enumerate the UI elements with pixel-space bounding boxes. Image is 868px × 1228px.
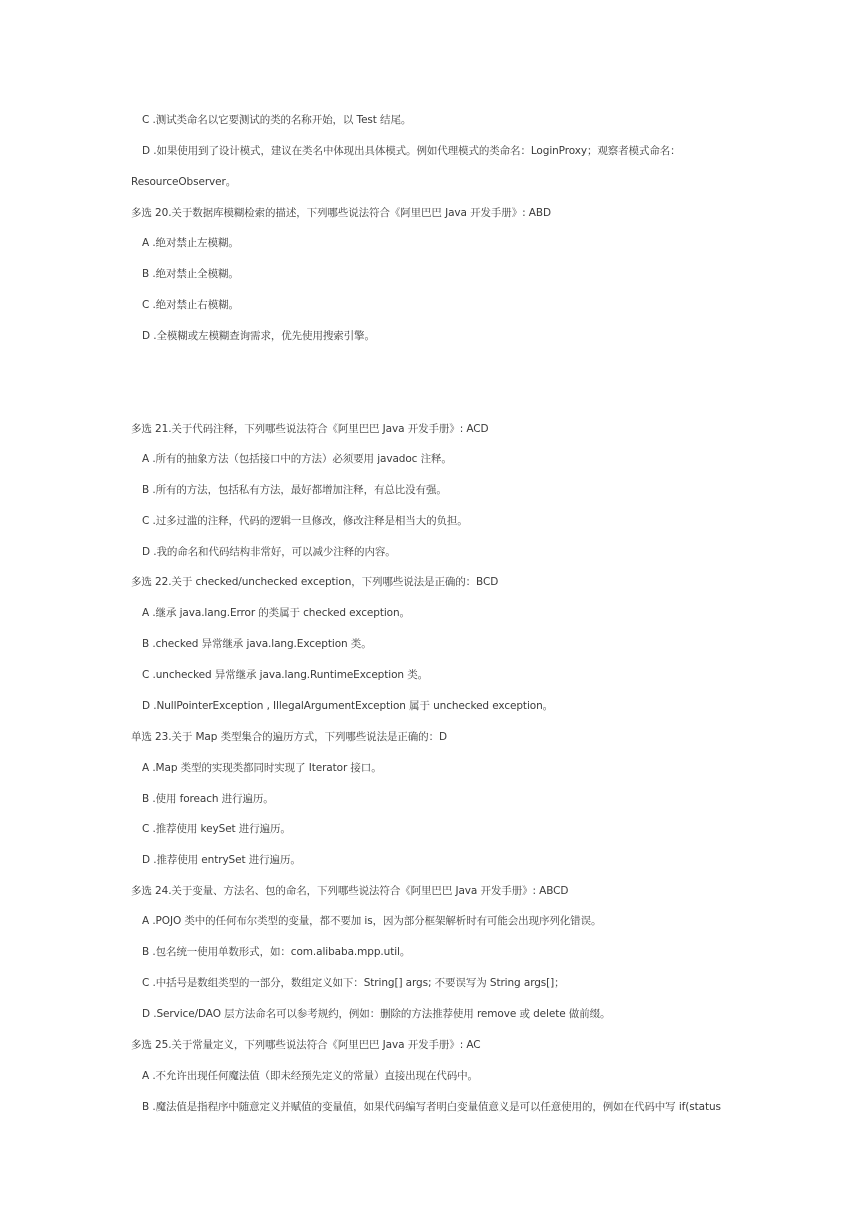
option-line: A .POJO 类中的任何布尔类型的变量，都不要加 is，因为部分框架解析时有可能会出现序列化错误。 [142, 915, 602, 927]
option-line: B .魔法值是指程序中随意定义并赋值的变量值，如果代码编写者明白变量值意义是可以任意使用的，例如在代码中写 if(status [142, 1101, 721, 1113]
option-line: A .绝对禁止左模糊。 [142, 237, 239, 249]
question-line: 多选 21.关于代码注释，下列哪些说法符合《阿里巴巴 Java 开发手册》: ACD [131, 423, 489, 435]
option-line: B .所有的方法，包括私有方法，最好都增加注释，有总比没有强。 [142, 484, 447, 496]
question-line: 多选 22.关于 checked/unchecked exception，下列哪些说法是正确的：BCD [131, 576, 499, 588]
option-line: D .推荐使用 entrySet 进行遍历。 [142, 854, 301, 866]
option-line: A .Map 类型的实现类都同时实现了 Iterator 接口。 [142, 762, 382, 774]
question-line: 多选 24.关于变量、方法名、包的命名，下列哪些说法符合《阿里巴巴 Java 开发手册》: ABCD [131, 885, 569, 897]
option-line: D .NullPointerException , IllegalArgumentException 属于 unchecked exception。 [142, 700, 554, 712]
option-line: D .我的命名和代码结构非常好，可以减少注释的内容。 [142, 546, 396, 558]
option-line: A .不允许出现任何魔法值（即未经预先定义的常量）直接出现在代码中。 [142, 1070, 478, 1082]
option-line: A .所有的抽象方法（包括接口中的方法）必须要用 javadoc 注释。 [142, 453, 452, 465]
option-line: B .使用 foreach 进行遍历。 [142, 793, 274, 805]
option-line: C .过多过滥的注释，代码的逻辑一旦修改，修改注释是相当大的负担。 [142, 515, 468, 527]
option-line: A .继承 java.lang.Error 的类属于 checked exception。 [142, 607, 410, 619]
question-line: 多选 20.关于数据库模糊检索的描述，下列哪些说法符合《阿里巴巴 Java 开发手册》: ABD [131, 207, 551, 219]
option-line: C .推荐使用 keySet 进行遍历。 [142, 823, 291, 835]
option-line: B .checked 异常继承 java.lang.Exception 类。 [142, 638, 372, 650]
question-line: 多选 25.关于常量定义，下列哪些说法符合《阿里巴巴 Java 开发手册》: AC [131, 1039, 481, 1051]
option-line: B .绝对禁止全模糊。 [142, 268, 239, 280]
option-line: C .unchecked 异常继承 java.lang.RuntimeException 类。 [142, 669, 428, 681]
continuation-line: ResourceObserver。 [131, 176, 237, 188]
question-line: 单选 23.关于 Map 类型集合的遍历方式，下列哪些说法是正确的：D [131, 731, 447, 743]
option-line: C .中括号是数组类型的一部分，数组定义如下：String[] args; 不要误写为 String args[]； [142, 977, 565, 989]
option-line: C .测试类命名以它要测试的类的名称开始，以 Test 结尾。 [142, 114, 412, 126]
option-line: B .包名统一使用单数形式，如：com.alibaba.mpp.util。 [142, 946, 411, 958]
option-line: D .如果使用到了设计模式，建议在类名中体现出具体模式。例如代理模式的类命名：LoginProxy；观察者模式命名： [142, 145, 681, 157]
option-line: D .全模糊或左模糊查询需求，优先使用搜索引擎。 [142, 330, 375, 342]
option-line: D .Service/DAO 层方法命名可以参考规约，例如：删除的方法推荐使用 remove 或 delete 做前缀。 [142, 1008, 611, 1020]
option-line: C .绝对禁止右模糊。 [142, 299, 239, 311]
